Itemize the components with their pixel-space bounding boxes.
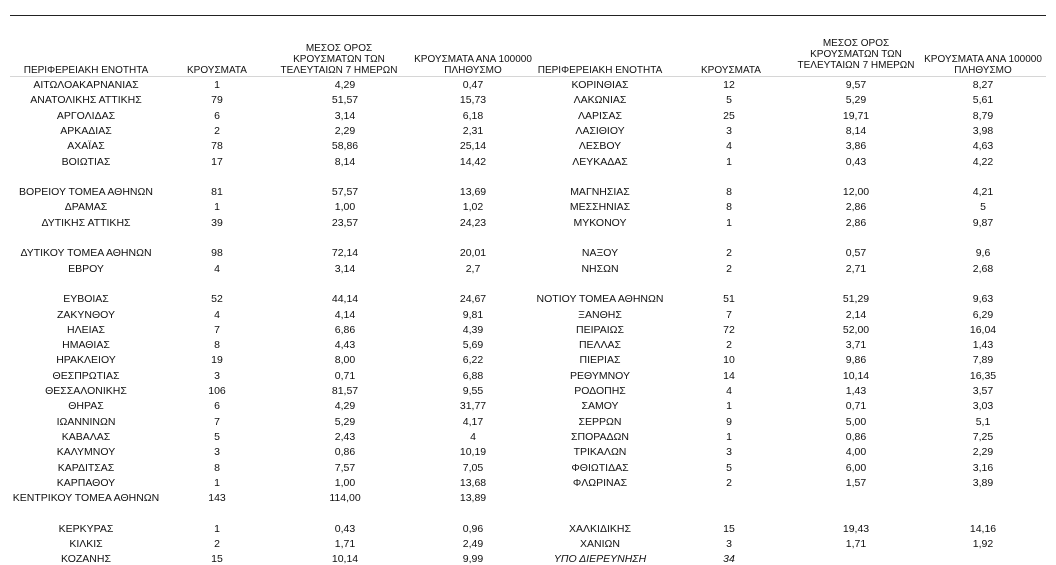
cell-per100k: 2,29 xyxy=(972,446,994,459)
cell-avg7: 3,14 xyxy=(334,109,356,122)
cell-per100k: 5,1 xyxy=(975,415,991,428)
cell-name: ΕΥΒΟΙΑΣ xyxy=(63,293,109,306)
cell-cases: 1 xyxy=(214,79,220,91)
cell-per100k: 5 xyxy=(980,201,986,214)
cell-per100k: 14,42 xyxy=(459,155,487,168)
cell-per100k: 24,67 xyxy=(459,293,487,306)
cell-avg7: 0,57 xyxy=(845,247,867,260)
cell-per100k: 25,14 xyxy=(459,140,487,153)
cell-name: ΑΝΑΤΟΛΙΚΗΣ ΑΤΤΙΚΗΣ xyxy=(30,94,142,107)
cell-cases: 1 xyxy=(726,155,732,168)
cell-per100k: 6,18 xyxy=(462,109,484,122)
cell-avg7: 2,43 xyxy=(334,430,356,443)
cell-cases: 2 xyxy=(726,339,732,352)
cell-cases: 8 xyxy=(214,461,220,474)
cell-name: ΑΡΓΟΛΙΔΑΣ xyxy=(56,109,116,122)
cell-per100k: 13,69 xyxy=(459,186,487,199)
cell-per100k: 14,16 xyxy=(969,522,997,535)
cell-per100k: 3,89 xyxy=(972,476,994,489)
cell-name: ΥΠΟ ΔΙΕΡΕΥΝΗΣΗ xyxy=(553,553,647,565)
cell-cases: 19 xyxy=(211,354,223,367)
cell-per100k: 6,88 xyxy=(462,369,484,382)
cell-avg7: 7,57 xyxy=(334,461,356,474)
cell-cases: 79 xyxy=(211,94,223,107)
cell-per100k: 1,92 xyxy=(972,538,994,550)
cell-cases: 10 xyxy=(723,354,735,367)
header-region-right: ΠΕΡΙΦΕΡΕΙΑΚΗ ΕΝΟΤΗΤΑ xyxy=(537,65,663,76)
cell-avg7: 4,29 xyxy=(334,400,356,413)
cell-per100k: 9,87 xyxy=(972,216,994,229)
cell-avg7: 2,86 xyxy=(845,216,867,229)
cell-per100k: 9,55 xyxy=(462,385,484,397)
cell-per100k: 8,27 xyxy=(972,79,994,91)
cell-name: ΘΕΣΠΡΩΤΙΑΣ xyxy=(52,369,120,382)
header-region-left: ΠΕΡΙΦΕΡΕΙΑΚΗ ΕΝΟΤΗΤΑ xyxy=(23,65,149,76)
cell-per100k: 7,89 xyxy=(972,354,994,367)
cell-cases: 15 xyxy=(723,522,735,535)
cell-per100k: 13,68 xyxy=(459,476,487,489)
cell-per100k: 0,96 xyxy=(462,522,484,535)
cell-avg7: 1,00 xyxy=(334,201,356,214)
cell-avg7: 9,57 xyxy=(845,79,867,91)
cell-avg7: 1,57 xyxy=(845,476,867,489)
cell-name: ΞΑΝΘΗΣ xyxy=(578,308,622,321)
cell-avg7: 3,86 xyxy=(845,140,867,153)
cell-name: ΕΒΡΟΥ xyxy=(68,262,104,275)
cell-cases: 4 xyxy=(214,308,220,321)
cell-name: ΣΑΜΟΥ xyxy=(581,400,619,413)
cell-avg7: 44,14 xyxy=(331,293,359,306)
cell-avg7: 8,14 xyxy=(845,124,867,137)
cell-cases: 8 xyxy=(726,201,732,214)
cell-avg7: 19,43 xyxy=(842,522,870,535)
cell-name: ΒΟΡΕΙΟΥ ΤΟΜΕΑ ΑΘΗΝΩΝ xyxy=(19,186,153,199)
cell-per100k: 5,69 xyxy=(462,339,484,352)
header-cases-left: ΚΡΟΥΣΜΑΤΑ xyxy=(187,65,247,76)
cell-per100k: 2,31 xyxy=(462,124,484,137)
cell-name: ΚΕΡΚΥΡΑΣ xyxy=(58,522,114,535)
cell-cases: 51 xyxy=(723,293,735,306)
cell-per100k: 0,47 xyxy=(462,79,484,91)
cell-name: ΛΑΣΙΘΙΟΥ xyxy=(575,124,625,137)
cell-cases: 5 xyxy=(214,430,220,443)
cell-name: ΖΑΚΥΝΘΟΥ xyxy=(56,308,115,321)
cell-name: ΠΙΕΡΙΑΣ xyxy=(579,354,621,367)
cell-name: ΚΕΝΤΡΙΚΟΥ ΤΟΜΕΑ ΑΘΗΝΩΝ xyxy=(12,492,160,505)
cell-cases: 4 xyxy=(726,140,732,153)
cell-avg7: 6,00 xyxy=(845,461,867,474)
header-cases-right: ΚΡΟΥΣΜΑΤΑ xyxy=(701,65,761,76)
cell-name: ΚΙΛΚΙΣ xyxy=(69,538,103,550)
cell-avg7: 72,14 xyxy=(331,247,359,260)
cell-avg7: 52,00 xyxy=(842,323,870,336)
cell-per100k: 4,39 xyxy=(462,323,484,336)
cell-name: ΜΕΣΣΗΝΙΑΣ xyxy=(569,201,631,214)
cell-avg7: 8,14 xyxy=(334,155,356,168)
cell-name: ΒΟΙΩΤΙΑΣ xyxy=(61,155,111,168)
cell-per100k: 10,19 xyxy=(459,446,487,459)
cell-per100k: 4,17 xyxy=(462,415,484,428)
header-bottom-rule xyxy=(10,76,1046,77)
cell-per100k: 9,99 xyxy=(462,553,484,565)
cell-per100k: 3,03 xyxy=(972,400,994,413)
cell-cases: 81 xyxy=(211,186,223,199)
cell-cases: 2 xyxy=(726,262,732,275)
cell-avg7: 10,14 xyxy=(331,553,359,565)
cell-name: ΤΡΙΚΑΛΩΝ xyxy=(573,446,627,459)
cell-cases: 1 xyxy=(214,476,220,489)
cell-name: ΗΛΕΙΑΣ xyxy=(66,323,105,336)
header-per100k-left: ΚΡΟΥΣΜΑΤΑ ΑΝΑ 100000 ΠΛΗΘΥΣΜΟ xyxy=(414,54,532,76)
cell-avg7: 51,57 xyxy=(331,94,359,107)
cell-avg7: 5,00 xyxy=(845,415,867,428)
cell-per100k: 4,63 xyxy=(972,140,994,153)
cell-per100k: 3,16 xyxy=(972,461,994,474)
cell-per100k: 5,61 xyxy=(972,94,994,107)
cell-cases: 1 xyxy=(726,216,732,229)
cell-cases: 34 xyxy=(723,553,735,565)
cell-cases: 3 xyxy=(214,446,220,459)
cell-cases: 7 xyxy=(214,323,220,336)
cell-avg7: 81,57 xyxy=(331,385,359,397)
cell-avg7: 2,14 xyxy=(845,308,867,321)
cell-name: ΚΟΡΙΝΘΙΑΣ xyxy=(571,79,629,91)
cell-name: ΘΕΣΣΑΛΟΝΙΚΗΣ xyxy=(45,385,127,397)
cell-cases: 6 xyxy=(214,109,220,122)
cell-cases: 4 xyxy=(726,385,732,397)
cell-avg7: 6,86 xyxy=(334,323,356,336)
cell-per100k: 7,05 xyxy=(462,461,484,474)
cell-name: ΝΟΤΙΟΥ ΤΟΜΕΑ ΑΘΗΝΩΝ xyxy=(536,293,664,306)
cell-name: ΝΗΣΩΝ xyxy=(581,262,619,275)
cell-avg7: 57,57 xyxy=(331,186,359,199)
cell-cases: 2 xyxy=(214,124,220,137)
cell-cases: 8 xyxy=(214,339,220,352)
cell-avg7: 9,86 xyxy=(845,354,867,367)
cell-avg7: 4,29 xyxy=(334,79,356,91)
cell-name: ΑΧΑΪΑΣ xyxy=(67,140,105,153)
cell-name: ΜΑΓΝΗΣΙΑΣ xyxy=(570,186,630,199)
cell-name: ΦΘΙΩΤΙΔΑΣ xyxy=(571,461,629,474)
cell-per100k: 3,57 xyxy=(972,385,994,397)
cell-avg7: 0,86 xyxy=(845,430,867,443)
cell-avg7: 4,00 xyxy=(845,446,867,459)
cell-per100k: 13,89 xyxy=(459,492,487,505)
cell-avg7: 5,29 xyxy=(334,415,356,428)
cell-name: ΑΙΤΩΛΟΑΚΑΡΝΑΝΙΑΣ xyxy=(33,79,139,91)
cell-cases: 5 xyxy=(726,94,732,107)
cell-name: ΘΗΡΑΣ xyxy=(68,400,104,413)
cell-name: ΔΡΑΜΑΣ xyxy=(64,201,108,214)
cell-cases: 78 xyxy=(211,140,223,153)
cell-name: ΗΜΑΘΙΑΣ xyxy=(62,339,110,352)
cell-cases: 72 xyxy=(723,323,735,336)
cell-cases: 3 xyxy=(726,124,732,137)
cell-avg7: 0,71 xyxy=(334,369,356,382)
cell-per100k: 15,73 xyxy=(459,94,487,107)
cell-per100k: 9,6 xyxy=(975,247,991,260)
cell-per100k: 16,04 xyxy=(969,323,997,336)
cell-cases: 3 xyxy=(214,369,220,382)
cell-cases: 12 xyxy=(723,79,735,91)
cell-name: ΡΕΘΥΜΝΟΥ xyxy=(569,369,630,382)
cell-per100k: 6,29 xyxy=(972,308,994,321)
cell-avg7: 3,14 xyxy=(334,262,356,275)
cell-avg7: 58,86 xyxy=(331,140,359,153)
cell-avg7: 0,43 xyxy=(845,155,867,168)
cell-avg7: 3,71 xyxy=(845,339,867,352)
cell-per100k: 4,22 xyxy=(972,155,994,168)
cell-per100k: 6,22 xyxy=(462,354,484,367)
cell-per100k: 3,98 xyxy=(972,124,994,137)
cell-avg7: 12,00 xyxy=(842,186,870,199)
cell-cases: 39 xyxy=(211,216,223,229)
cell-cases: 143 xyxy=(208,492,226,505)
cell-name: ΚΑΡΠΑΘΟΥ xyxy=(56,476,116,489)
cell-per100k: 4 xyxy=(470,430,476,443)
cell-cases: 106 xyxy=(208,385,226,397)
cell-cases: 7 xyxy=(214,415,220,428)
cell-avg7: 1,43 xyxy=(845,385,867,397)
cell-name: ΔΥΤΙΚΟΥ ΤΟΜΕΑ ΑΘΗΝΩΝ xyxy=(20,247,152,260)
cell-cases: 2 xyxy=(726,247,732,260)
cell-avg7: 23,57 xyxy=(331,216,359,229)
cell-cases: 2 xyxy=(726,476,732,489)
cell-cases: 2 xyxy=(214,538,220,550)
cell-name: ΧΑΛΚΙΔΙΚΗΣ xyxy=(569,522,631,535)
cell-per100k: 9,81 xyxy=(462,308,484,321)
cell-name: ΠΕΛΛΑΣ xyxy=(578,339,622,352)
cell-name: ΣΕΡΡΩΝ xyxy=(578,415,622,428)
header-avg7-right: ΜΕΣΟΣ ΟΡΟΣ ΚΡΟΥΣΜΑΤΩΝ ΤΩΝ ΤΕΛΕΥΤΑΙΩΝ 7 ΗΜΕΡΩΝ xyxy=(797,38,915,71)
cell-cases: 14 xyxy=(723,369,735,382)
cell-cases: 4 xyxy=(214,262,220,275)
cell-cases: 9 xyxy=(726,415,732,428)
cell-name: ΝΑΞΟΥ xyxy=(581,247,619,260)
cell-name: ΚΑΡΔΙΤΣΑΣ xyxy=(57,461,115,474)
cell-avg7: 2,86 xyxy=(845,201,867,214)
cell-cases: 25 xyxy=(723,109,735,122)
cell-cases: 1 xyxy=(214,522,220,535)
cell-avg7: 1,00 xyxy=(334,476,356,489)
cell-cases: 1 xyxy=(726,400,732,413)
cell-per100k: 1,02 xyxy=(462,201,484,214)
cell-per100k: 7,25 xyxy=(972,430,994,443)
cell-avg7: 10,14 xyxy=(842,369,870,382)
cell-avg7: 0,71 xyxy=(845,400,867,413)
cell-avg7: 2,71 xyxy=(845,262,867,275)
cell-cases: 8 xyxy=(726,186,732,199)
cell-cases: 5 xyxy=(726,461,732,474)
cell-avg7: 19,71 xyxy=(842,109,870,122)
cell-avg7: 5,29 xyxy=(845,94,867,107)
cell-avg7: 51,29 xyxy=(842,293,870,306)
cell-per100k: 20,01 xyxy=(459,247,487,260)
cell-avg7: 114,00 xyxy=(329,492,361,505)
header-per100k-right: ΚΡΟΥΣΜΑΤΑ ΑΝΑ 100000 ΠΛΗΘΥΣΜΟ xyxy=(924,54,1042,76)
cell-name: ΠΕΙΡΑΙΩΣ xyxy=(576,323,624,336)
cell-avg7: 4,43 xyxy=(334,339,356,352)
cell-name: ΧΑΝΙΩΝ xyxy=(580,538,620,550)
cell-per100k: 2,7 xyxy=(465,262,481,275)
cell-per100k: 2,68 xyxy=(972,262,994,275)
cell-name: ΙΩΑΝΝΙΝΩΝ xyxy=(56,415,116,428)
cell-name: ΚΑΛΥΜΝΟΥ xyxy=(56,446,116,459)
cell-cases: 98 xyxy=(211,247,223,260)
cell-name: ΜΥΚΟΝΟΥ xyxy=(573,216,627,229)
cell-name: ΛΑΡΙΣΑΣ xyxy=(578,109,622,122)
cell-name: ΣΠΟΡΑΔΩΝ xyxy=(571,430,629,443)
cell-avg7: 0,86 xyxy=(334,446,356,459)
cell-per100k: 2,49 xyxy=(462,538,484,550)
cell-cases: 6 xyxy=(214,400,220,413)
cell-cases: 52 xyxy=(211,293,223,306)
cell-cases: 1 xyxy=(214,201,220,214)
cell-per100k: 24,23 xyxy=(459,216,487,229)
header-avg7-left: ΜΕΣΟΣ ΟΡΟΣ ΚΡΟΥΣΜΑΤΩΝ ΤΩΝ ΤΕΛΕΥΤΑΙΩΝ 7 ΗΜΕΡΩΝ xyxy=(280,43,398,76)
cell-name: ΛΑΚΩΝΙΑΣ xyxy=(573,94,627,107)
cell-name: ΗΡΑΚΛΕΙΟΥ xyxy=(56,354,116,367)
cell-name: ΚΟΖΑΝΗΣ xyxy=(61,553,111,565)
cell-name: ΛΕΥΚΑΔΑΣ xyxy=(572,155,628,168)
cell-name: ΦΛΩΡΙΝΑΣ xyxy=(572,476,628,489)
cell-cases: 7 xyxy=(726,308,732,321)
cell-avg7: 1,71 xyxy=(845,538,867,550)
cell-avg7: 1,71 xyxy=(334,538,356,550)
cell-cases: 3 xyxy=(726,446,732,459)
cell-per100k: 16,35 xyxy=(969,369,997,382)
cell-cases: 17 xyxy=(211,155,223,168)
cell-cases: 1 xyxy=(726,430,732,443)
cell-name: ΚΑΒΑΛΑΣ xyxy=(61,430,111,443)
cell-per100k: 1,43 xyxy=(972,339,994,352)
cell-per100k: 4,21 xyxy=(972,186,994,199)
cell-per100k: 8,79 xyxy=(972,109,994,122)
cell-name: ΑΡΚΑΔΙΑΣ xyxy=(60,124,112,137)
cell-per100k: 31,77 xyxy=(459,400,487,413)
cell-avg7: 4,14 xyxy=(334,308,356,321)
cell-cases: 3 xyxy=(726,538,732,550)
cell-name: ΔΥΤΙΚΗΣ ΑΤΤΙΚΗΣ xyxy=(41,216,131,229)
top-rule xyxy=(10,15,1046,16)
cell-avg7: 8,00 xyxy=(334,354,356,367)
cell-name: ΛΕΣΒΟΥ xyxy=(578,140,622,153)
cell-per100k: 9,63 xyxy=(972,293,994,306)
cell-name: ΡΟΔΟΠΗΣ xyxy=(574,385,626,397)
cell-avg7: 0,43 xyxy=(334,522,356,535)
cell-cases: 15 xyxy=(211,553,223,565)
cell-avg7: 2,29 xyxy=(334,124,356,137)
